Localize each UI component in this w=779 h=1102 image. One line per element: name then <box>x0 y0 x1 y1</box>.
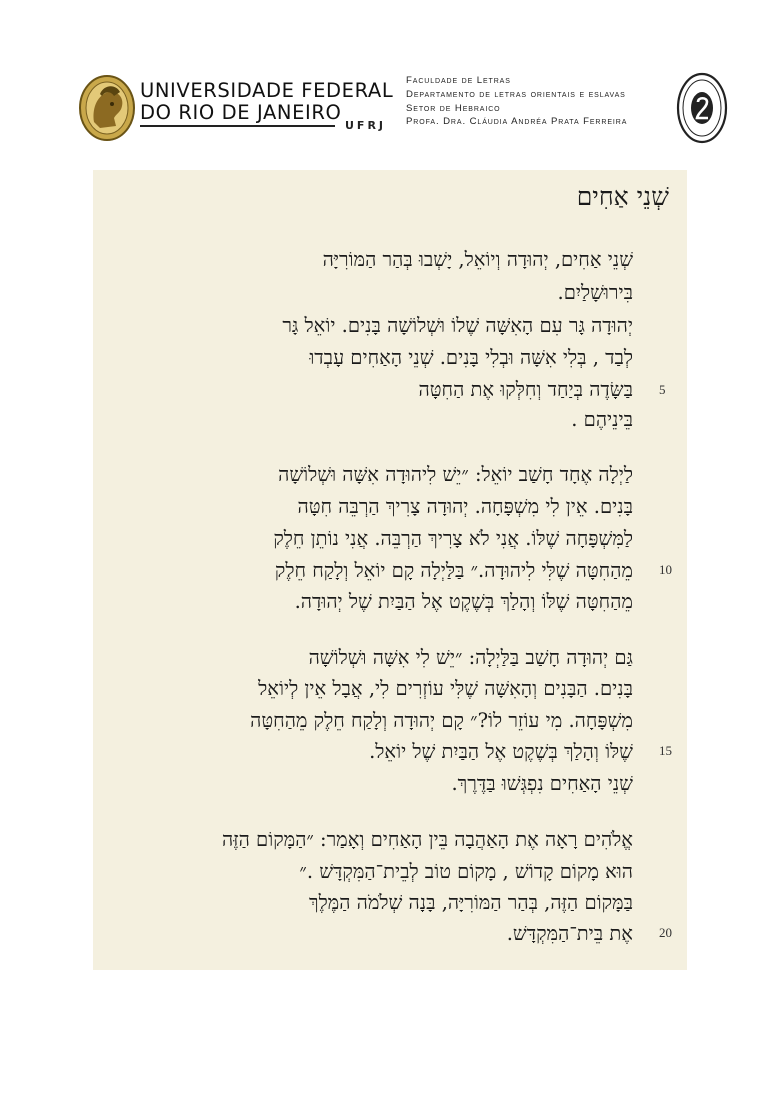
story-line: אֱלֹהִים רָאָה אֶת הָאַהֲבָה בֵּין הָאַחִים וְאָמַר: ״הַמָּקוֹם הַזֶּה <box>221 828 633 851</box>
university-name-line1: UNIVERSIDADE FEDERAL <box>140 79 394 102</box>
story-line: שְׁנֵי הָאַחִים נִפְגְּשׁוּ בַּדֶּרֶךְ. <box>451 772 633 795</box>
story-line: בִּירוּשָׁלַיִם. <box>557 281 633 304</box>
university-name-rule <box>140 125 335 127</box>
story-line: לַמִּשְׁפָּחָה שֶׁלּוֹ. אֲנִי לֹא צָרִיךְ הַרְבֵּה. אֲנִי נוֹתֵן חֵלֶק <box>273 527 633 550</box>
sector-line: Setor de Hebraico <box>406 102 501 114</box>
story-line: מִשְׁפָּחָה. מִי עוֹזֵר לוֹ?״ קָם יְהוּדָה וְלָקַח חֵלֶק מֵהַחִטָּה <box>250 709 633 732</box>
story-line: לְבַד , בְּלִי אִשָּׁה וּבְלִי בָּנִים. שְׁנֵי הָאַחִים עָבְדוּ <box>309 346 633 369</box>
line-number: 5 <box>659 382 666 397</box>
story-title: שְׁנֵי אַחִים <box>576 182 669 211</box>
story-line: יְהוּדָה גָּר עִם הָאִשָּׁה שֶׁלוֹ וּשְׁלוֹשָׁה בָּנִים. יוֹאֵל גָּר <box>282 314 633 337</box>
story-line: אֶת בֵּית־הַמִּקְדָּשׁ. <box>506 922 633 945</box>
story-line: מֵהַחִטָּה שֶׁלִּי לִיהוּדָה.״ בַּלַּיְלָה קָם יוֹאֵל וְלָקַח חֵלֶק <box>274 559 633 582</box>
ufrj-minerva-logo-icon <box>78 74 136 142</box>
story-line: בַּמָּקוֹם הַזֶּה, בְּהַר הַמּוֹרִיָּה, בָּנָה שְׁלֹמֹה הַמֶּלֶךְ <box>308 891 633 914</box>
faculdade-letras-seal-icon <box>676 72 728 144</box>
story-line: שְׁנֵי אַחִים, יְהוּדָה וְיוֹאֵל, יָשְׁבוּ בְּהַר הַמּוֹרִיָּה <box>322 248 633 271</box>
university-name-line2: DO RIO DE JANEIRO <box>140 101 342 124</box>
line-number: 20 <box>659 925 672 940</box>
story-line: הוּא מָקוֹם קָדוֹשׁ , מָקוֹם טוֹב לְבֵית־הַמִּקְדָּשׁ .״ <box>299 860 633 883</box>
story-line: מֵהַחִטָּה שֶׁלּוֹ וְהָלַךְ בְּשֶׁקֶט אֶל הַבַּיִת שֶׁל יְהוּדָה. <box>294 590 633 613</box>
story-line: בָּנִים. אֵין לִי מִשְׁפָּחָה. יְהוּדָה צָרִיךְ הַרְבֵּה חִטָּה <box>297 495 633 518</box>
page-header <box>0 0 779 160</box>
department-info <box>406 74 627 129</box>
professor-line: Profa. Dra. Cláudia Andréa Prata Ferreira <box>406 116 628 128</box>
line-number: 10 <box>659 562 672 577</box>
story-line: בַּשָּׂדֶה בְּיַחַד וְחִלְּקוּ אֶת הַחִטָּה <box>418 378 633 401</box>
line-number: 15 <box>659 743 672 758</box>
story-line: לַיְלָה אֶחָד חָשַׁב יוֹאֵל: ״יֵשׁ לִיהוּדָה אִשָּׁה וּשְׁלוֹשָׁה <box>278 463 633 486</box>
story-line: שֶׁלּוֹ וְהָלַךְ בְּשֶׁקֶט אֶל הַבַּיִת שֶׁל יוֹאֵל. <box>369 740 633 763</box>
story-panel <box>93 170 687 970</box>
department-line: Departamento de letras orientais e eslavas <box>406 88 626 100</box>
story-line: בֵּינֵיהֶם . <box>571 408 633 431</box>
faculty-line: Faculdade de Letras <box>406 75 511 86</box>
story-line: בָּנִים. הַבָּנִים וְהָאִשָּׁה שֶׁלִּי עוֹזְרִים לִי, אֲבָל אֵין לְיוֹאֵל <box>258 677 633 700</box>
story-line: גַּם יְהוּדָה חָשַׁב בַּלַּיְלָה: ״יֵשׁ לִי אִשָּׁה וּשְׁלוֹשָׁה <box>308 646 633 669</box>
university-abbreviation: UFRJ <box>345 119 387 132</box>
